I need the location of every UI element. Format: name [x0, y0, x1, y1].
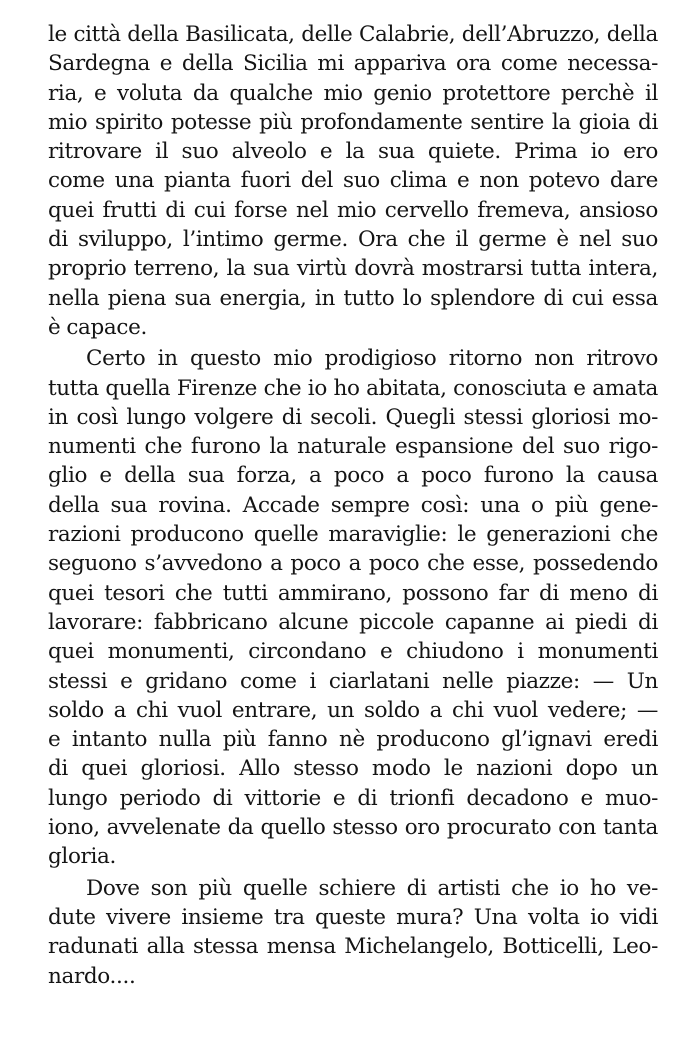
text-line: iono, avvelenate da quello stesso oro procurato con tanta: [48, 815, 658, 841]
text-line: Dove son più quelle schiere di artisti che io ho ve-: [86, 875, 658, 901]
text-line: radunati alla stessa mensa Michelangelo, Botticelli, Leo-: [48, 934, 658, 960]
text-line: lavorare: fabbricano alcune piccole capanne ai piedi di: [48, 609, 658, 635]
text-line: e intanto nulla più fanno nè producono gl’ignavi eredi: [48, 727, 658, 753]
text-line: della sua rovina. Accade sempre così: una o più gene-: [48, 492, 658, 518]
text-line: seguono s’avvedono a poco a poco che esse, possedendo: [48, 551, 658, 577]
text-line: dute vivere insieme tra queste mura? Una volta io vidi: [48, 904, 658, 930]
text-line: mio spirito potesse più profondamente sentire la gioia di: [48, 109, 658, 135]
text-line: tutta quella Firenze che io ho abitata, conosciuta e amata: [48, 375, 658, 401]
text-line: quei monumenti, circondano e chiudono i monumenti: [48, 639, 658, 665]
text-line: lungo periodo di vittorie e di trionfi decadono e muo-: [48, 785, 658, 811]
text-line: glio e della sua forza, a poco a poco furono la causa: [48, 463, 658, 489]
paragraph-1: [48, 20, 658, 342]
text-line: è capace.: [48, 314, 147, 340]
text-line: Sardegna e della Sicilia mi appariva ora come necessa-: [48, 51, 658, 77]
text-line: come una pianta fuori del suo clima e non potevo dare: [48, 168, 658, 194]
text-line: le città della Basilicata, delle Calabrie, dell’Abruzzo, della: [48, 22, 658, 47]
text-line: di quei gloriosi. Allo stesso modo le nazioni dopo un: [48, 756, 658, 782]
text-line: quei tesori che tutti ammirano, possono far di meno di: [48, 580, 658, 606]
text-line: in così lungo volgere di secoli. Quegli stessi gloriosi mo-: [48, 404, 658, 430]
text-line: quei frutti di cui forse nel mio cervello fremeva, ansioso: [48, 197, 658, 223]
book-page: [48, 20, 658, 991]
text-line: proprio terreno, la sua virtù dovrà mostrarsi tutta intera,: [48, 256, 658, 282]
text-line: nella piena sua energia, in tutto lo splendore di cui essa: [48, 285, 658, 311]
text-line: numenti che furono la naturale espansione del suo rigo-: [48, 434, 658, 460]
text-line: ritrovare il suo alveolo e la sua quiete. Prima io ero: [48, 139, 658, 165]
paragraph-2: [48, 344, 658, 871]
text-line: razioni producono quelle maraviglie: le generazioni che: [48, 522, 658, 548]
text-line: soldo a chi vuol entrare, un soldo a chi vuol vedere; —: [48, 697, 658, 723]
text-line: gloria.: [48, 844, 116, 870]
text-line: Certo in questo mio prodigioso ritorno non ritrovo: [86, 346, 658, 372]
text-line: nardo....: [48, 963, 136, 989]
paragraph-3: [48, 874, 658, 991]
text-line: ria, e voluta da qualche mio genio protettore perchè il: [48, 80, 658, 106]
text-line: stessi e gridano come i ciarlatani nelle piazze: — Un: [48, 668, 658, 694]
text-line: di sviluppo, l’intimo germe. Ora che il germe è nel suo: [48, 227, 658, 253]
